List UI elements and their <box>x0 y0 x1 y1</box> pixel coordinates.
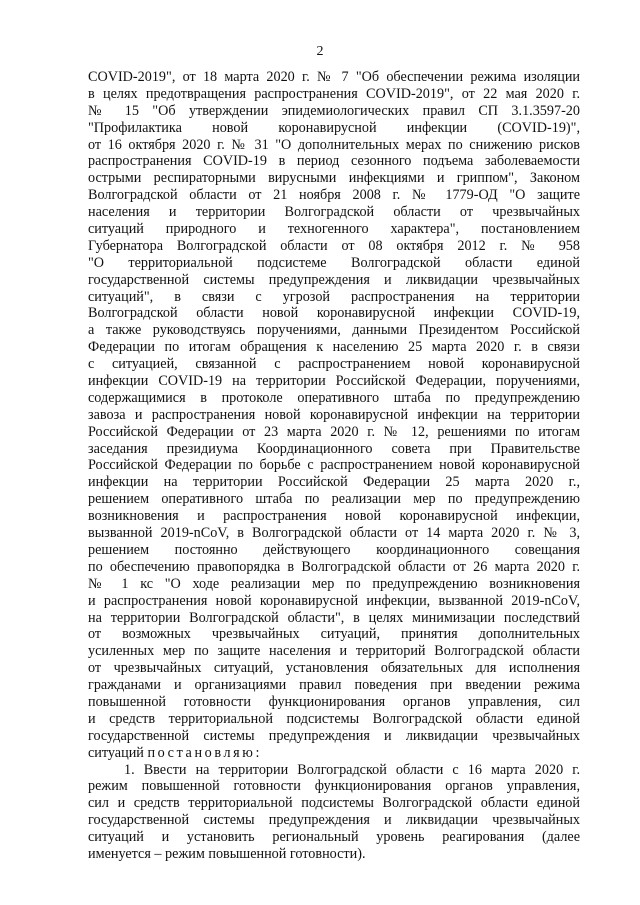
text-line: Губернатора Волгоградской области от 08 октября 2012 г. № 958 <box>88 237 580 254</box>
text-line: инфекции на территории Российской Федерации 25 марта 2020 г., <box>88 474 580 491</box>
text-line: государственной системы предупреждения и ликвидации чрезвычайных <box>88 812 580 829</box>
text-line: сил и средств территориальной подсистемы Волгоградской области единой <box>88 795 580 812</box>
text-line: государственной системы предупреждения и ликвидации чрезвычайных <box>88 271 580 288</box>
text-line: на территории Волгоградской области", в целях минимизации последствий <box>88 609 580 626</box>
paragraph-preamble <box>88 69 580 745</box>
text-line: "О территориальной подсистеме Волгоградской области единой <box>88 254 580 271</box>
text-line: именуется – режим повышенной готовности). <box>88 845 366 862</box>
text-line: завоза и распространения новой коронавирусной инфекции на территории <box>88 406 580 423</box>
document-body <box>88 69 580 863</box>
text-line: № 1 кс "О ходе реализации мер по предупреждению возникновения <box>88 575 580 592</box>
text-line: Федерации по итогам обращения к населению 25 марта 2020 г. в связи <box>88 339 580 356</box>
text-line: COVID-2019", от 18 марта 2020 г. № 7 "Об обеспечении режима изоляции <box>88 69 580 85</box>
text-line: содержащимися в протоколе оперативного штаба по предупреждению <box>88 389 580 406</box>
text-line: и распространения новой коронавирусной инфекции, вызванной 2019-nCoV, <box>88 592 580 609</box>
text-line: населения и территории Волгоградской области от чрезвычайных <box>88 204 580 221</box>
text-line: Волгоградской области от 21 ноября 2008 г. № 1779-ОД "О защите <box>88 187 580 204</box>
text-line: острыми респираторными вирусными инфекциями и гриппом", Законом <box>88 170 580 187</box>
text-line: и средств территориальной подсистемы Волгоградской области единой <box>88 710 580 727</box>
page-number: 2 <box>316 44 324 59</box>
text-line: в целях предотвращения распространения COVID-2019", от 22 мая 2020 г. <box>88 85 580 102</box>
text-line: ситуаций природного и техногенного характера", постановлением <box>88 221 580 238</box>
decree-keyword: постановляю: <box>147 744 262 761</box>
text-line: государственной системы предупреждения и ликвидации чрезвычайных <box>88 727 580 744</box>
text-line: с ситуацией, связанной с распространением новой коронавирусной <box>88 356 580 373</box>
text-line: от возможных чрезвычайных ситуаций, принятия дополнительных <box>88 626 580 643</box>
text-line: а также руководствуясь поручениями, данными Президентом Российской <box>88 322 580 339</box>
text-line: вызванной 2019-nCoV, в Волгоградской области от 14 марта 2020 г. № 3, <box>88 525 580 542</box>
text-line: решением оперативного штаба по реализации мер по предупреждению <box>88 491 580 508</box>
text-line: режим повышенной готовности функционирования органов управления, <box>88 778 580 795</box>
text-line: гражданами и организациями правил поведения при введении режима <box>88 677 580 694</box>
text-line: инфекции COVID-19 на территории Российской Федерации, поручениями, <box>88 373 580 390</box>
paragraph-item-1 <box>88 762 580 863</box>
closing-prefix: ситуаций <box>88 744 148 761</box>
text-line: распространения COVID-19 в период сезонного подъема заболеваемости <box>88 153 580 170</box>
text-line: повышенной готовности функционирования органов управления, сил <box>88 693 580 710</box>
text-line: ситуаций", в связи с угрозой распространения на территории <box>88 288 580 305</box>
text-line: Российской Федерации от 23 марта 2020 г. № 12, решениями по итогам <box>88 423 580 440</box>
text-line: 1. Ввести на территории Волгоградской области с 16 марта 2020 г. <box>124 761 580 778</box>
text-line: возникновения и распространения новой коронавирусной инфекции, <box>88 508 580 525</box>
text-line: "Профилактика новой коронавирусной инфекции (COVID-19)", <box>88 119 580 136</box>
text-line: Волгоградской области новой коронавирусной инфекции COVID-19, <box>88 305 580 322</box>
text-line: заседания президиума Координационного совета при Правительстве <box>88 440 580 457</box>
text-line: решением постоянно действующего координационного совещания <box>88 541 580 558</box>
text-line: ситуаций и установить региональный уровень реагирования (далее <box>88 829 580 846</box>
text-line: № 15 "Об утверждении эпидемиологических правил СП 3.1.3597-20 <box>88 102 580 119</box>
text-line: от 16 октября 2020 г. № 31 "О дополнительных мерах по снижению рисков <box>88 136 580 153</box>
text-line: Российской Федерации по борьбе с распространением новой коронавирусной <box>88 457 580 474</box>
paragraph-preamble-closing-line <box>88 745 580 762</box>
text-line: по обеспечению правопорядка в Волгоградской области от 26 марта 2020 г. <box>88 558 580 575</box>
text-line: усиленных мер по защите населения и территорий Волгоградской области <box>88 643 580 660</box>
text-line: от чрезвычайных ситуаций, установления обязательных для исполнения <box>88 660 580 677</box>
